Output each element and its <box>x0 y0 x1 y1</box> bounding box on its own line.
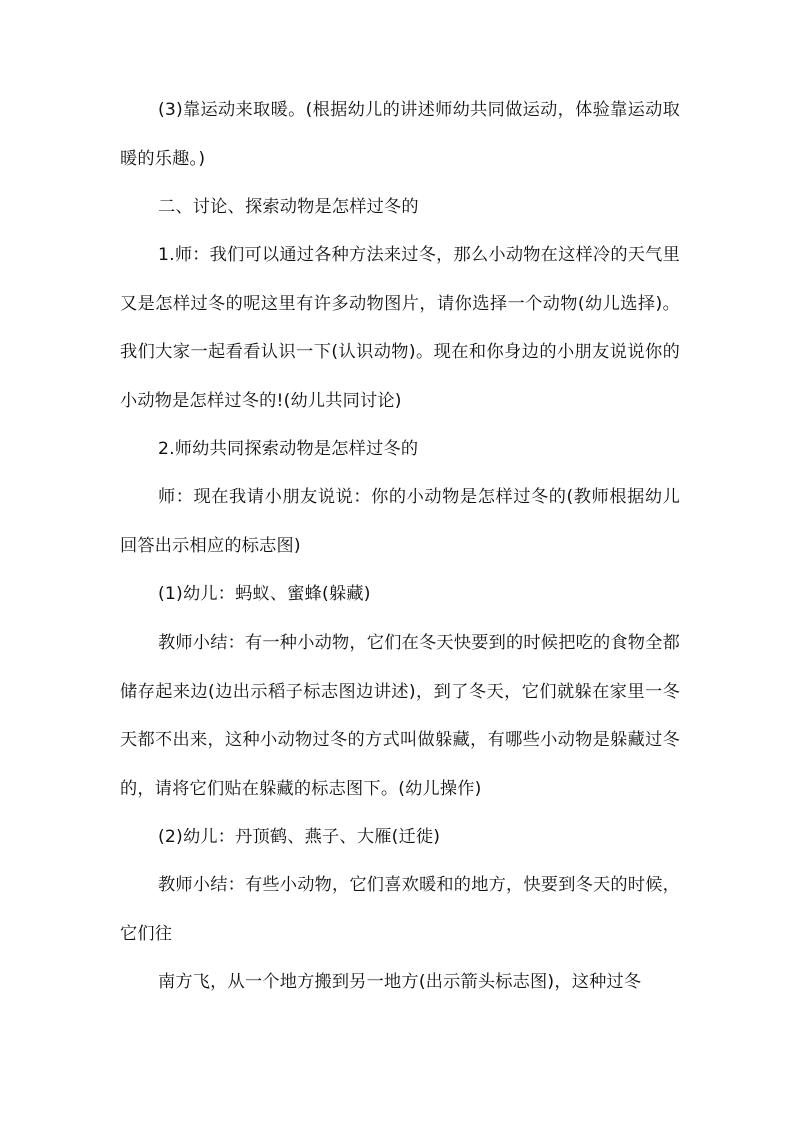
paragraph-joint-exploration: 2.师幼共同探索动物是怎样过冬的 <box>158 439 419 459</box>
paragraph-summary-hiding: 教师小结：有一种小动物，它们在冬天快要到的时候把吃的食物全都储存起来边(边出示稻子标志图边讲述)，到了冬天，它们就躲在家里一冬天都不出来，这种小动物过冬的方式叫做躲藏，有哪些小动物是躲藏过冬的，请将它们贴在躲藏的标志图下。(幼儿操作) <box>120 633 680 799</box>
paragraph-child-answer-hiding: (1)幼儿：蚂蚁、蜜蜂(躲藏) <box>158 584 371 604</box>
paragraph-teacher-question: 1.师：我们可以通过各种方法来过冬，那么小动物在这样冷的天气里又是怎样过冬的呢这里有许多动物图片，请你选择一个动物(幼儿选择)。我们大家一起看看认识一下(认识动物)。现在和你身边的小朋友说说你的小动物是怎样过冬的!(幼儿共同讨论) <box>120 245 680 411</box>
paragraph-summary-migration: 教师小结：有些小动物，它们喜欢暖和的地方，快要到冬天的时候，它们往 <box>120 875 680 944</box>
section-heading-discussion: 二、讨论、探索动物是怎样过冬的 <box>158 197 419 217</box>
paragraph-warm-by-exercise: (3)靠运动来取暖。(根据幼儿的讲述师幼共同做运动，体验靠运动取暖的乐趣。) <box>120 100 680 169</box>
paragraph-continuation: 南方飞，从一个地方搬到另一地方(出示箭头标志图)，这种过冬 <box>158 972 642 992</box>
paragraph-teacher-prompt: 师：现在我请小朋友说说：你的小动物是怎样过冬的(教师根据幼儿回答出示相应的标志图) <box>120 487 680 556</box>
paragraph-child-answer-migration: (2)幼儿：丹顶鹤、燕子、大雁(迁徙) <box>158 827 441 847</box>
